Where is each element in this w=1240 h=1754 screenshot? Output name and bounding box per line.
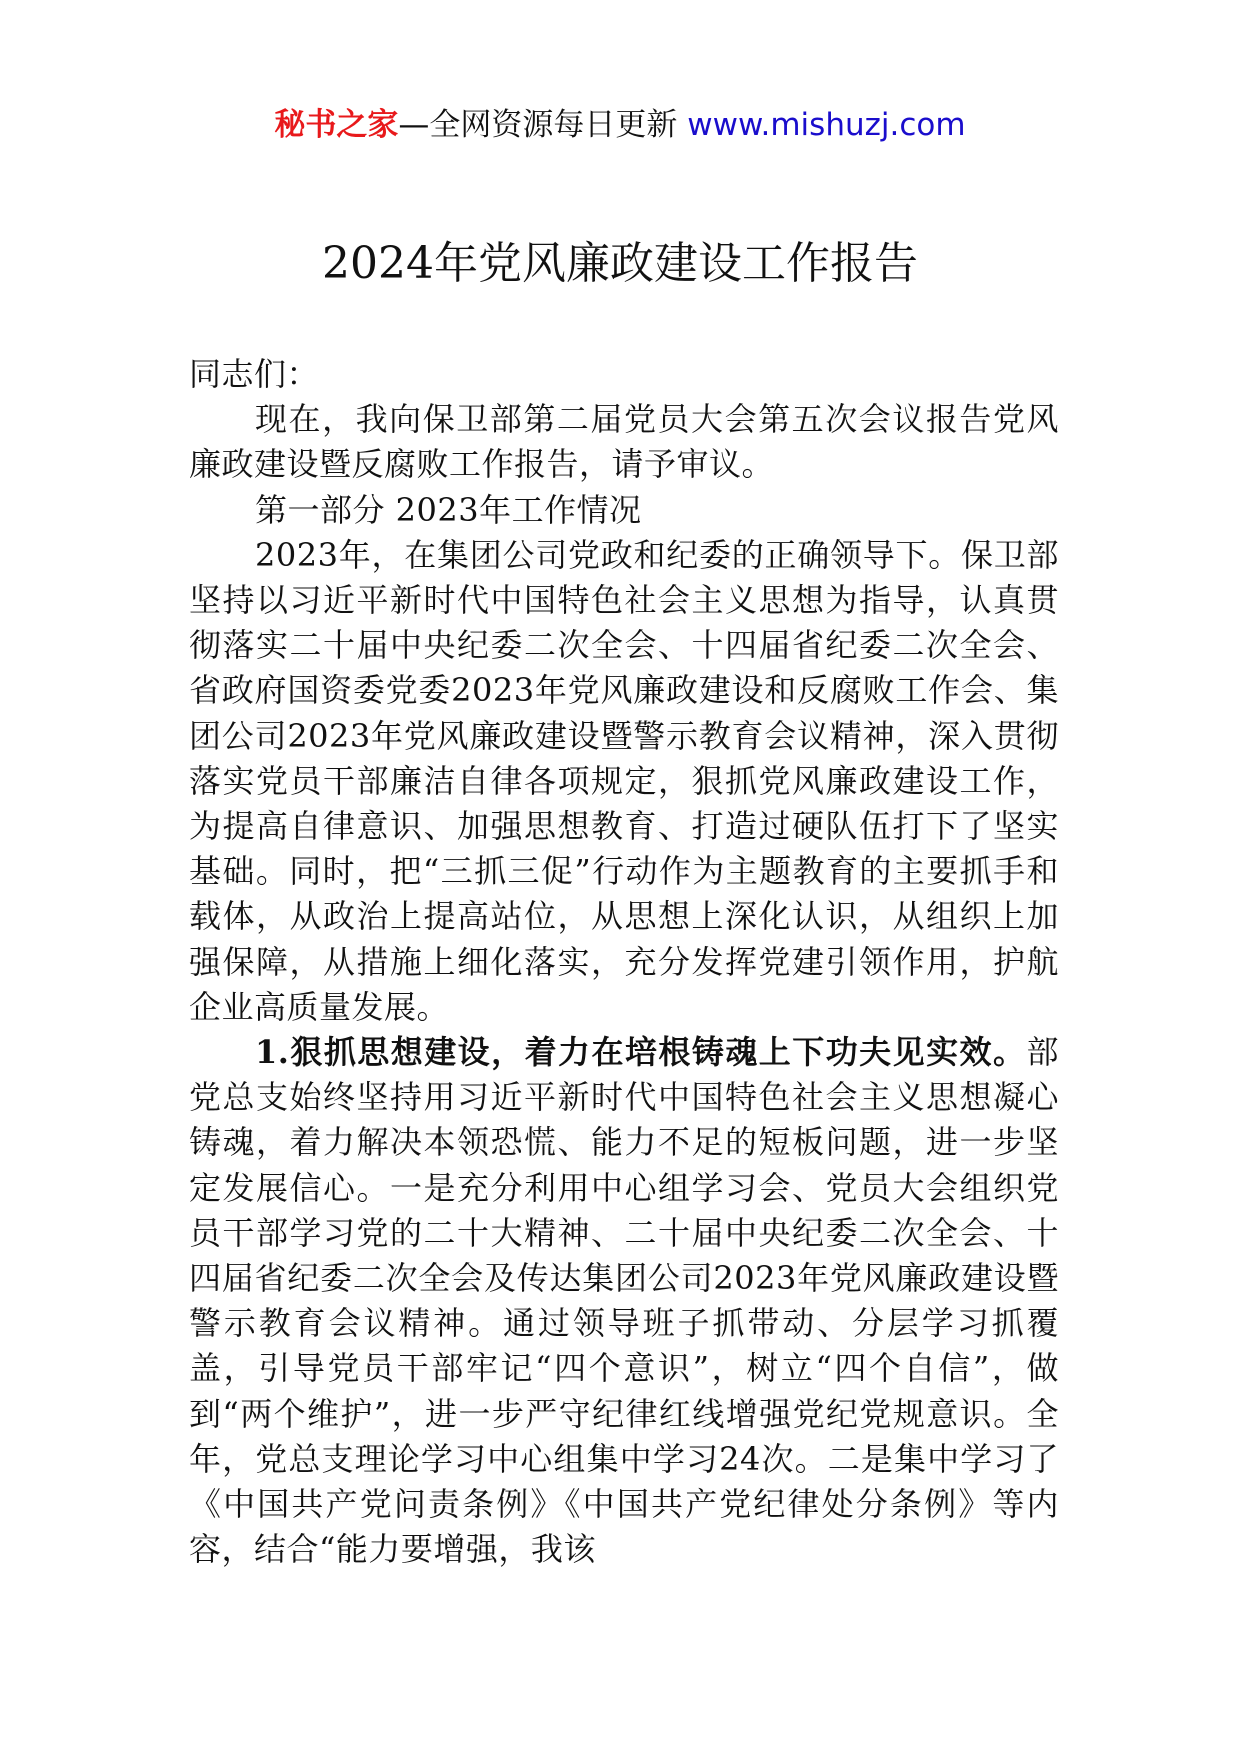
paragraph-lead-sentence: 1.狠抓思想建设，着力在培根铸魂上下功夫见实效。 bbox=[255, 1033, 1027, 1072]
paragraph-intro: 现在，我向保卫部第二届党员大会第五次会议报告党风廉政建设暨反腐败工作报告，请予审议。 bbox=[189, 400, 1059, 484]
paragraph-2023-overview: 2023年，在集团公司党政和纪委的正确领导下。保卫部坚持以习近平新时代中国特色社会主义思想为指导，认真贯彻落实二十届中央纪委二次全会、十四届省纪委二次全会、省政府国资委党委2023年党风廉政建设和反腐败工作会、集团公司2023年党风廉政建设暨警示教育会议精神，深入贯彻落实党员干部廉洁自律各项规定，狠抓党风廉政建设工作，为提高自律意识、加强思想教育、打造过硬队伍打下了坚实基础。同时，把“三抓三促”行动作为主题教育的主要抓手和载体，从政治上提高站位，从思想上深化认识，从组织上加强保障，从措施上细化落实，充分发挥党建引领作用，护航企业高质量发展。 bbox=[189, 535, 1059, 1026]
site-url-link[interactable]: www.mishuzj.com bbox=[687, 107, 966, 143]
site-header-banner bbox=[0, 103, 1240, 147]
document-title: 2024年党风廉政建设工作报告 bbox=[322, 238, 918, 289]
section-heading: 第一部分 2023年工作情况 bbox=[255, 490, 642, 529]
salutation: 同志们： bbox=[189, 355, 320, 393]
document-body bbox=[189, 352, 1059, 1572]
site-tagline: —全网资源每日更新 bbox=[398, 107, 678, 143]
paragraph-body-text: 部党总支始终坚持用习近平新时代中国特色社会主义思想凝心铸魂，着力解决本领恐慌、能力不足的短板问题，进一步坚定发展信心。一是充分利用中心组学习会、党员大会组织党员干部学习党的二十大精神、二十届中央纪委二次全会、十四届省纪委二次全会及传达集团公司2023年党风廉政建设暨警示教育会议精神。通过领导班子抓带动、分层学习抓覆盖，引导党员干部牢记“四个意识”，树立“四个自信”，做到“两个维护”，进一步严守纪律红线增强党纪党规意识。全年，党总支理论学习中心组集中学习24次。二是集中学习了《中国共产党问责条例》《中国共产党纪律处分条例》等内容，结合“能力要增强，我该 bbox=[189, 1033, 1059, 1569]
paragraph-ideological-building bbox=[189, 1030, 1059, 1572]
site-brand-name: 秘书之家 bbox=[274, 107, 399, 143]
